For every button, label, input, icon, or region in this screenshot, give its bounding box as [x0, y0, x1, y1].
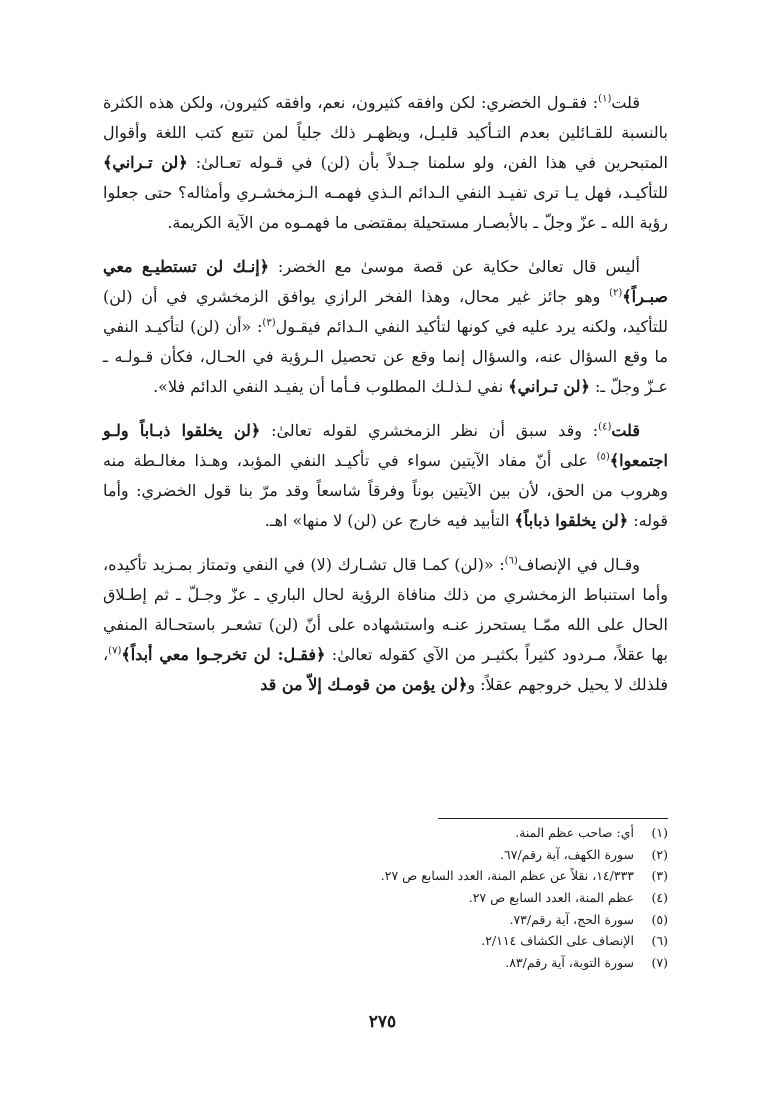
footnote [200, 822, 668, 844]
footnote [200, 887, 668, 909]
body-text: للتأكيـد، فهل يـا ترى تفيـد النفي الـدائم الـذي فهمـه الـزمخشـري وأمثاله؟ حتى جعلوا رؤية الله ـ عزّ وجلّ ـ بالأبصـار مستحيلة بمقتضى ما فهمـوه من الآية الكريمة. [103, 183, 668, 232]
footnote [200, 865, 668, 887]
footnote-text: عظم المنة، العدد السابع ص ٢٧. [468, 890, 634, 906]
quran-quote: ﴿لن يخلقوا ذباباً﴾ [514, 511, 629, 530]
quran-quote: ﴿لن تـراني﴾ [508, 377, 590, 396]
quran-quote: ﴿إنـك لن تستطيـع معي صبـراً﴾ [103, 257, 668, 306]
footnote [200, 930, 668, 952]
footnote-text: سورة التوبة، آية رقم/٨٣. [505, 955, 634, 971]
footnote [200, 909, 668, 931]
body-text: على أنّ مفاد الآيتين سواء في تأكيـد النفي المؤبد، وهـذا مغالـطة منه وهروب من الحق، لأن بين الآيتين بوناً وفرقاً شاسعاً وقد مرّ بنا قول الخضري: وأما قوله: [103, 451, 668, 530]
footnote-reference: (٢) [609, 287, 623, 299]
footnote-separator [438, 818, 668, 819]
footnote-number: (١) [651, 825, 668, 840]
body-text: ، فلذلك لا يحيل خروجهم عقلاً: و [103, 645, 668, 694]
body-text: قلت [611, 93, 640, 112]
page-number: ٢٧٥ [368, 1012, 397, 1032]
paragraph-2 [103, 252, 668, 402]
quran-quote: ﴿لن يؤمن من قومـك إلاّ من قد [260, 675, 468, 694]
footnote-reference: (٤) [598, 421, 612, 433]
footnote [200, 952, 668, 974]
footnote-reference: (١) [598, 93, 612, 105]
footnotes-list [200, 822, 668, 974]
main-text [103, 88, 668, 714]
footnote [200, 844, 668, 866]
footnote-number: (٣) [651, 868, 668, 884]
footnote-number: (٦) [651, 933, 668, 949]
paragraph-1 [103, 88, 668, 238]
footnote-text: الإنصاف على الكشاف ٢/١١٤. [481, 933, 634, 949]
quran-quote: ﴿فقـل: لن تخرجـوا معي أبداً﴾ [121, 645, 326, 664]
body-text: وقـال في الإنصاف [517, 555, 640, 574]
footnote-text: سورة الحج، آية رقم/٧٣. [509, 911, 634, 927]
footnote-reference: (٧) [108, 645, 122, 657]
footnote-reference: (٣) [262, 317, 276, 329]
body-text: : «أن (لن) لتأكيـد النفي ما وقع السؤال عنه، والسؤال إنما وقع عن تحصيل الـرؤية في الحـال، فكأن قـولـه ـ عـزّ وجلّ ـ: [103, 317, 668, 396]
footnote-number: (٤) [651, 890, 668, 906]
quran-quote: قلت [611, 421, 640, 440]
footnote-text: سورة الكهف، آية رقم/٦٧. [500, 846, 634, 862]
footnote-number: (٧) [651, 955, 668, 971]
footnote-reference: (٦) [504, 555, 518, 567]
footnote-number: (٥) [651, 911, 668, 927]
body-text: أليس قال تعالىٰ حكاية عن قصة موسىٰ مع الخضر: [269, 257, 641, 276]
paragraph-4 [103, 550, 668, 700]
body-text: نفي لـذلـك المطلوب فـأما أن يفيـد النفي الدائم فلا». [153, 377, 509, 396]
body-text: التأبيد فيه خارج عن (لن) لا منها» اهـ. [264, 511, 515, 530]
footnote-number: (٢) [651, 846, 668, 862]
paragraph-3 [103, 416, 668, 536]
footnote-text: أي: صاحب عظم المنة. [515, 825, 634, 840]
quran-quote: ﴿لن تـراني﴾ [103, 153, 188, 172]
body-text: : فقـول الخضري: لكن وافقه كثيرون، نعم، وافقه كثيرون، ولكن هذه الكثرة بالنسبة للقـائلين بعدم التـأكيد قليـل، ويظهـر ذلك جلياً لمن تتبع كتب اللغة وأقوال المتبحرين في هذا الفن، ولو سلمنا جـدلاً بأن (لن) في قـوله تعـالىٰ: [103, 93, 669, 172]
body-text: : وقد سبق أن نظر الزمخشري لقوله تعالىٰ: [260, 421, 599, 440]
footnote-reference: (٥) [596, 451, 610, 463]
body-text: وهو جائز غير محال، وهذا الفخر الرازي يوافق الزمخشري في أن (لن) للتأكيد، ولكنه يرد عليه في كونها لتأكيد النفي الـدائم فيقـول [103, 287, 668, 336]
body-text: : «(لن) كمـا قال تشـارك (لا) في النفي وتمتاز بمـزيد تأكيده، وأما استنباط الزمخشري من ذلك منافاة الرؤية لحال الباري ـ عزّ وجـلّ ـ ثم إطـلاق الحال على الله ممّـا يستحرز عنـه واستشهاده على أنّ (لن) تشعـر باستحـالة المنفي بها عقلاً، مـردود كثيراً بكثيـر من الآي كقوله تعالىٰ: [103, 555, 668, 664]
footnote-text: ١٤/٣٣٣، نقلاً عن عظم المنة، العدد السابع ص ٢٧. [380, 868, 634, 884]
quran-quote: ﴿لن يخلقوا ذبـاباً ولـو اجتمعوا﴾ [103, 421, 668, 470]
